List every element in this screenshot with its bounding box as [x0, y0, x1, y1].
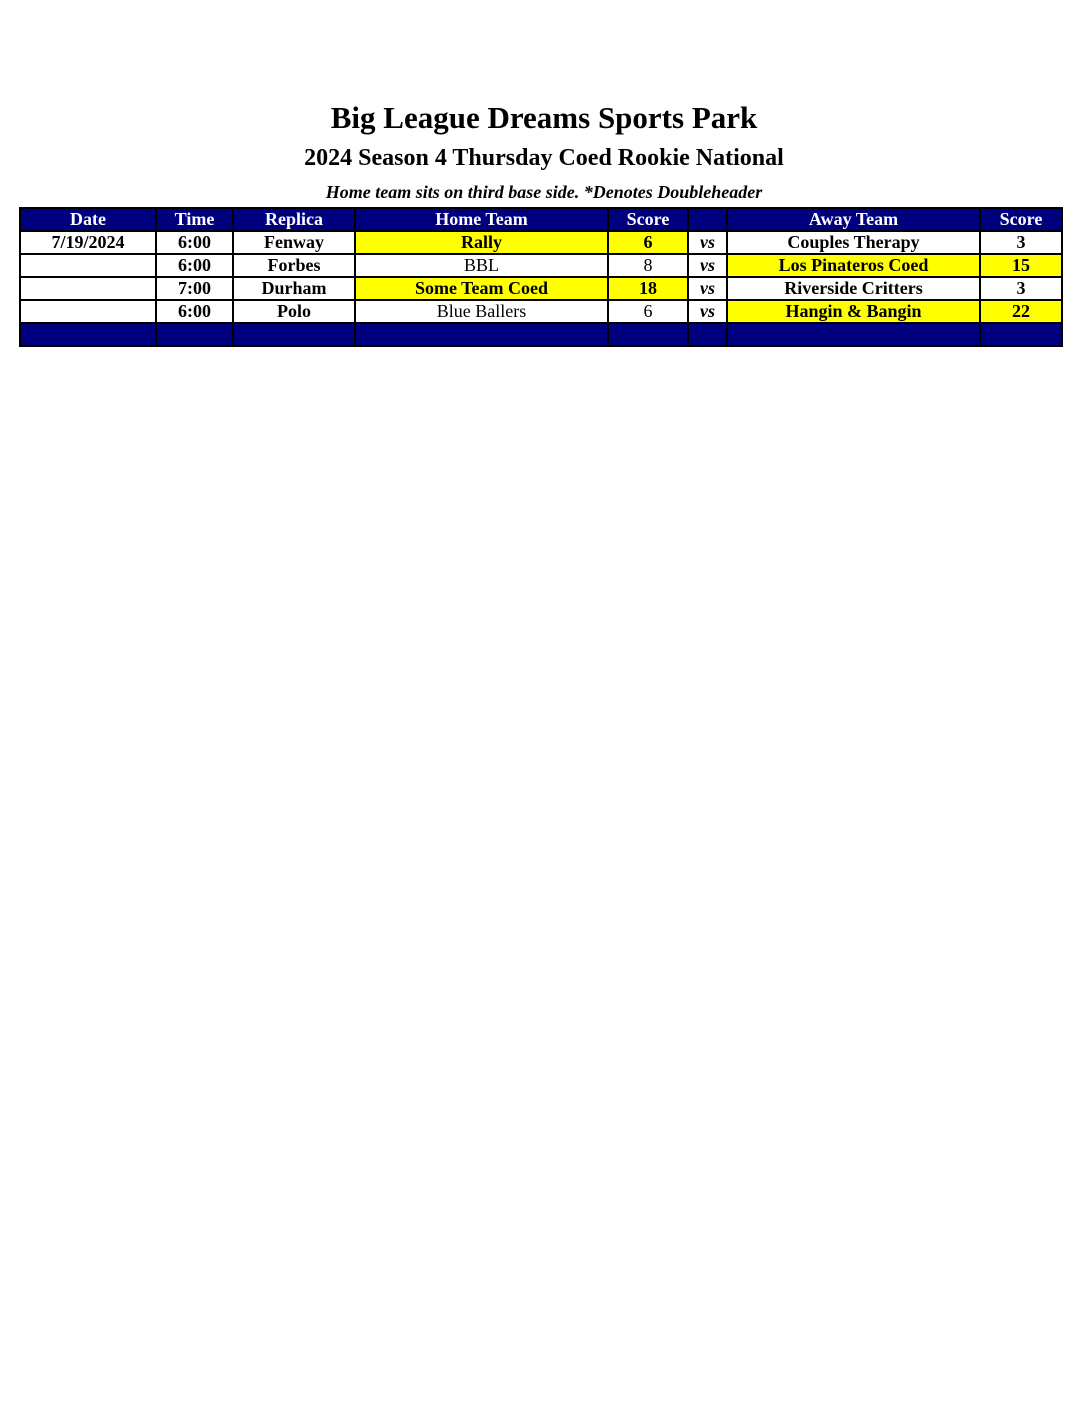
footer-cell — [727, 323, 980, 346]
cell-home-score: 8 — [608, 254, 688, 277]
cell-date: 7/19/2024 — [20, 231, 156, 254]
table-row — [20, 300, 1062, 323]
cell-home-team: Rally — [355, 231, 608, 254]
column-header-away-score: Score — [980, 208, 1062, 231]
schedule-table — [19, 207, 1063, 347]
page-note: Home team sits on third base side. *Denotes Doubleheader — [325, 182, 763, 202]
table-row — [20, 277, 1062, 300]
page-subtitle: 2024 Season 4 Thursday Coed Rookie National — [304, 145, 784, 171]
footer-cell — [608, 323, 688, 346]
footer-cell — [355, 323, 608, 346]
cell-away-team: Hangin & Bangin — [727, 300, 980, 323]
table-row — [20, 254, 1062, 277]
cell-time: 6:00 — [156, 231, 233, 254]
cell-home-score: 6 — [608, 300, 688, 323]
cell-date — [20, 300, 156, 323]
cell-replica: Fenway — [233, 231, 355, 254]
cell-replica: Durham — [233, 277, 355, 300]
cell-home-team: Blue Ballers — [355, 300, 608, 323]
table-header-row — [20, 208, 1062, 231]
cell-away-team: Couples Therapy — [727, 231, 980, 254]
column-header-date: Date — [20, 208, 156, 231]
cell-home-score: 18 — [608, 277, 688, 300]
column-header-away-team: Away Team — [727, 208, 980, 231]
column-header-replica: Replica — [233, 208, 355, 231]
cell-away-score: 3 — [980, 231, 1062, 254]
table-footer-row — [20, 323, 1062, 346]
cell-date — [20, 277, 156, 300]
footer-cell — [688, 323, 727, 346]
cell-replica: Forbes — [233, 254, 355, 277]
cell-replica: Polo — [233, 300, 355, 323]
page-title: Big League Dreams Sports Park — [330, 100, 758, 135]
cell-vs: vs — [688, 231, 727, 254]
column-header-home-score: Score — [608, 208, 688, 231]
cell-date — [20, 254, 156, 277]
column-header-time: Time — [156, 208, 233, 231]
cell-vs: vs — [688, 300, 727, 323]
footer-cell — [980, 323, 1062, 346]
column-header-home-team: Home Team — [355, 208, 608, 231]
cell-away-team: Los Pinateros Coed — [727, 254, 980, 277]
cell-vs: vs — [688, 277, 727, 300]
cell-home-score: 6 — [608, 231, 688, 254]
cell-home-team: BBL — [355, 254, 608, 277]
cell-away-score: 22 — [980, 300, 1062, 323]
footer-cell — [233, 323, 355, 346]
cell-vs: vs — [688, 254, 727, 277]
cell-time: 6:00 — [156, 254, 233, 277]
cell-time: 7:00 — [156, 277, 233, 300]
column-header-vs — [688, 208, 727, 231]
cell-away-score: 3 — [980, 277, 1062, 300]
footer-cell — [20, 323, 156, 346]
table-row — [20, 231, 1062, 254]
cell-time: 6:00 — [156, 300, 233, 323]
cell-away-team: Riverside Critters — [727, 277, 980, 300]
cell-home-team: Some Team Coed — [355, 277, 608, 300]
footer-cell — [156, 323, 233, 346]
cell-away-score: 15 — [980, 254, 1062, 277]
